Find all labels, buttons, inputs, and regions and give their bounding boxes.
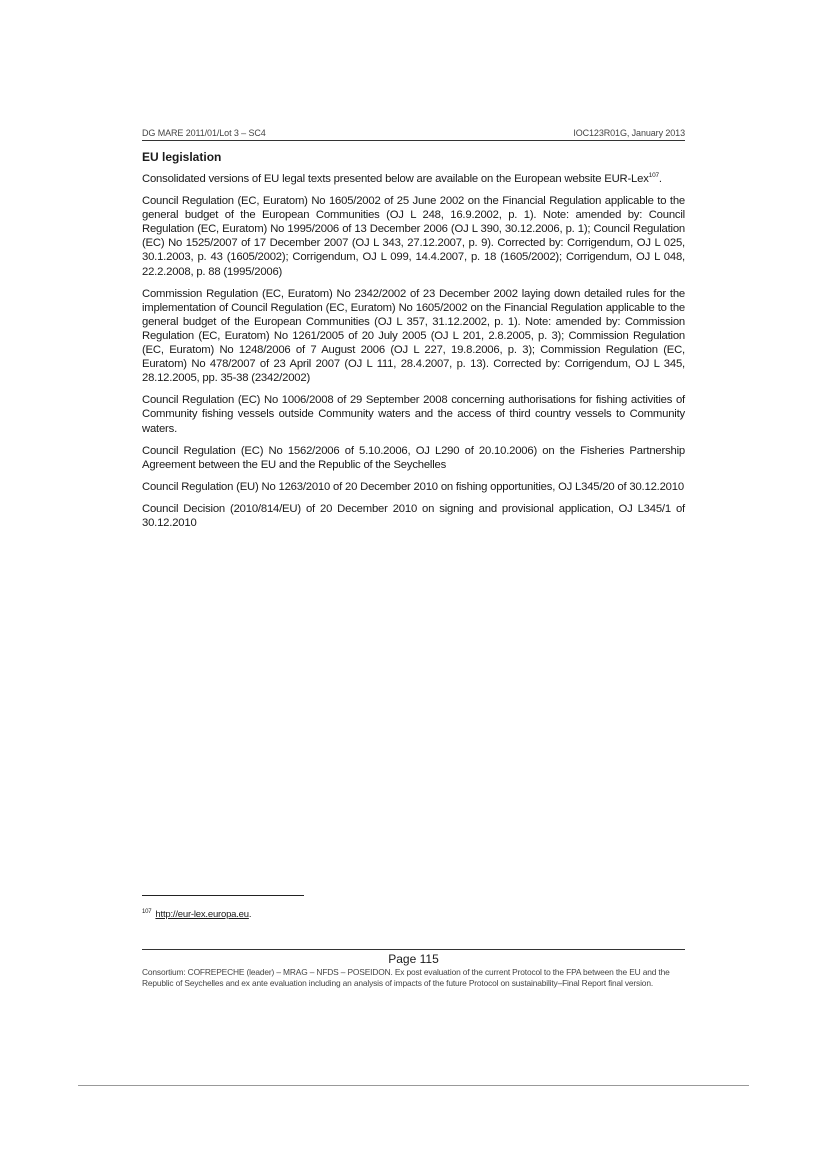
footnote-divider [142,895,304,896]
footnote-end: . [248,909,252,920]
eur-lex-link[interactable]: http://eur-lex.europa.eu [155,909,249,920]
header-right: IOC123R01G, January 2013 [573,128,685,138]
consortium-note: Consortium: COFREPECHE (leader) – MRAG – NFDS – POSEIDON. Ex post evaluation of the current Protocol to the FPA between the EU and the Republic of Seychelles and ex ante evaluation including an analysis of impacts of the future Protocol on sustainability–Final Report final version. [142,967,670,988]
legislation-item: Council Decision (2010/814/EU) of 20 December 2010 on signing and provisional application, OJ L345/1 of 30.12.2010 [142,502,685,529]
footnote-ref[interactable]: 107 [648,172,659,179]
header-divider [142,140,685,141]
section-heading: EU legislation [142,150,222,164]
legislation-item: Council Regulation (EC, Euratom) No 1605/2002 of 25 June 2002 on the Financial Regulation applicable to the general budget of the European Communities (OJ L 248, 16.9.2002, p. 1). Note: amended by: Council Regulation (EC, Euratom) No 1995/2006 of 13 December 2006 (OJ L 390, 30.12.2006, p. 1); Council Regulation (EC) No 1525/2007 of 17 December 2007 (OJ L 343, 27.12.2007, p. 9). Corrected by: Corrigendum, OJ L 025, 30.1.2003, p. 43 (1605/2002); Corrigendum, OJ L 099, 14.4.2007, p. 18 (1605/2002); Corrigendum, OJ L 048, 22.2.2008, p. 88 (1995/2006) [142,195,685,278]
main-content [142,150,685,538]
intro-text: Consolidated versions of EU legal texts presented below are available on the European website EUR-Lex [142,173,649,185]
page-bottom-divider [78,1085,749,1086]
intro-end: . [658,173,662,185]
footnote-mark: 107 [142,909,152,915]
footnote [142,909,251,920]
page-number: Page 115 [388,952,439,966]
legislation-item: Council Regulation (EC) No 1562/2006 of 5.10.2006, OJ L290 of 20.10.2006) on the Fisheries Partnership Agreement between the EU and the Republic of the Seychelles [142,444,685,471]
legislation-item: Commission Regulation (EC, Euratom) No 2342/2002 of 23 December 2002 laying down detailed rules for the implementation of Council Regulation (EC, Euratom) No 1605/2002 on the Financial Regulation applicable to the general budget of the European Communities (OJ L 357, 31.12.2002, p. 1). Note: amended by: Commission Regulation (EC, Euratom) No 1261/2005 of 20 July 2005 (OJ L 201, 2.8.2005, p. 3); Commission Regulation (EC, Euratom) No 1248/2006 of 7 August 2006 (OJ L 227, 19.8.2006, p. 3); Commission Regulation (EC, Euratom) No 478/2007 of 23 April 2007 (OJ L 111, 28.4.2007, p. 13). Corrected by: Corrigendum, OJ L 345, 28.12.2005, pp. 35-38 (2342/2002) [142,287,685,385]
running-header [142,128,685,138]
footer-divider [142,949,685,950]
header-left: DG MARE 2011/01/Lot 3 – SC4 [142,128,266,138]
legislation-item: Council Regulation (EU) No 1263/2010 of 20 December 2010 on fishing opportunities, OJ L345/20 of 30.12.2010 [142,480,684,493]
legislation-item: Council Regulation (EC) No 1006/2008 of 29 September 2008 concerning authorisations for fishing activities of Community fishing vessels outside Community waters and the access of third country vessels to Community waters. [142,394,685,435]
intro-paragraph [142,172,685,186]
